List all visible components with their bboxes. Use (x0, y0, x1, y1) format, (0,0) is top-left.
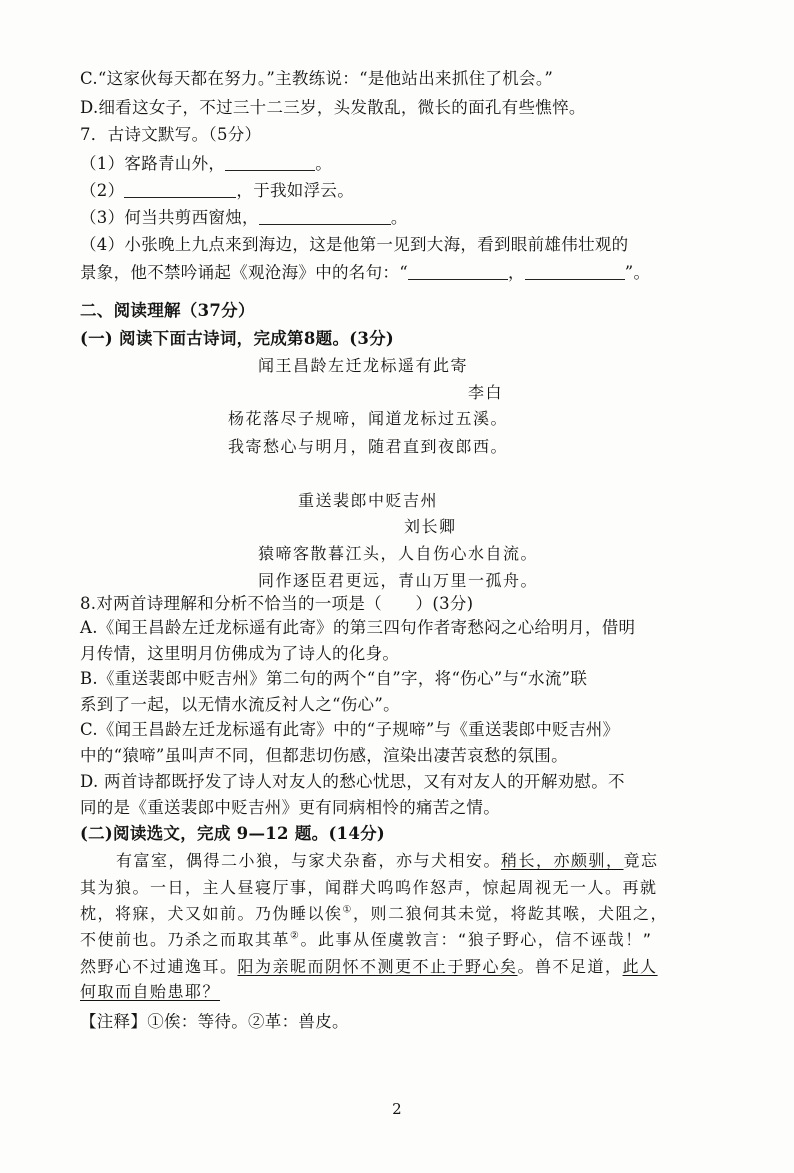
part-2-heading: (二)阅读选文，完成 9—12 题。(14分) (80, 824, 386, 843)
passage-line-3: 枕，将寐，犬又如前。乃伪睡以俟①，则二狼伺其未觉，将龁其喉，犬阻之， (80, 904, 668, 923)
poem2-author: 刘长卿 (404, 517, 457, 536)
answer-blank[interactable] (259, 208, 391, 225)
annotation-label: 【注释】 (80, 1012, 148, 1031)
q7-item-4-line2: 景象，他不禁吟诵起《观沧海》中的名句：“ ， ”。 (80, 263, 651, 282)
passage-line-2: 其为狼。一日，主人昼寝厅事，闻群犬呜呜作怒声，惊起周视无一人。再就 (80, 878, 658, 897)
passage-line-6 (80, 981, 220, 1003)
q8-option-a-line2: 月传情，这里明月仿佛成为了诗人的化身。 (80, 644, 400, 663)
underlined-text: 此人 (622, 957, 658, 976)
passage-line-1: 有富室，偶得二小狼，与家犬杂畜，亦与犬相安。稍长，亦颇驯，竟忘 (116, 851, 659, 870)
poem1-line-2: 我寄愁心与明月，随君直到夜郎西。 (228, 437, 509, 456)
poem2-title: 重送裴郎中贬吉州 (298, 491, 439, 510)
q7-item-4-line1: （4）小张晚上九点来到海边，这是他第一见到大海，看到眼前雄伟壮观的 (80, 235, 629, 254)
answer-blank[interactable] (408, 263, 508, 280)
q8-option-b-line2: 系到了一起，以无情水流反衬人之“伤心”。 (80, 695, 400, 714)
q7-stem: 7．古诗文默写。（5分） (80, 125, 262, 144)
answer-blank[interactable] (225, 154, 315, 171)
q7-item-3: （3）何当共剪西窗烛， 。 (80, 208, 408, 227)
q7-item-2: （2） ，于我如浮云。 (80, 181, 355, 200)
q6-option-d: D.细看这女子，不过三十二三岁，头发散乱，微长的面孔有些憔悴。 (80, 98, 586, 117)
q8-option-a-line1: A.《闻王昌龄左迁龙标遥有此寄》的第三四句作者寄愁闷之心给明月，借明 (80, 618, 636, 637)
page-number: 2 (392, 1100, 402, 1118)
q8-option-d-line1: D. 两首诗都既抒发了诗人对友人的愁心忧思，又有对友人的开解劝慰。不 (80, 772, 625, 791)
q8-stem: 8.对两首诗理解和分析不恰当的一项是（ ）(3分) (80, 594, 474, 613)
annotation-text: ①俟：等待。②革：兽皮。 (147, 1012, 349, 1031)
q8-option-c-line1: C.《闻王昌龄左迁龙标遥有此寄》中的“子规啼”与《重送裴郎中贬吉州》 (80, 720, 620, 739)
poem1-title: 闻王昌龄左迁龙标遥有此寄 (258, 356, 469, 375)
annotation (80, 1011, 349, 1033)
q8-option-c-line2: 中的“猿啼”虽叫声不同，但都悲切伤感，渲染出凄苦哀愁的氛围。 (80, 746, 568, 765)
answer-blank[interactable] (124, 181, 236, 198)
footnote-marker: ① (342, 904, 353, 916)
answer-blank[interactable] (525, 263, 625, 280)
poem2-line-2: 同作逐臣君更远，青山万里一孤舟。 (258, 571, 539, 590)
section-2-heading: 二、阅读理解（37分） (80, 301, 255, 320)
q7-item-1: （1）客路青山外， 。 (80, 154, 333, 173)
underlined-text: 阳为亲昵而阴怀不测更不止于野心矣 (237, 957, 518, 976)
part-1-heading: (一) 阅读下面古诗词，完成第8题。(3分) (80, 329, 395, 348)
q6-option-c: C.“这家伙每天都在努力。”主教练说：“是他站出来抓住了机会。” (80, 69, 554, 88)
q8-option-b-line1: B.《重送裴郎中贬吉州》第二句的两个“自”字，将“伤心”与“水流”联 (80, 669, 588, 688)
poem1-line-1: 杨花落尽子规啼，闻道龙标过五溪。 (228, 409, 509, 428)
underlined-text: 何取而自贻患耶？ (80, 982, 221, 1001)
footnote-marker: ② (290, 930, 301, 942)
passage-line-5: 然野心不过逋逸耳。阳为亲昵而阴怀不测更不止于野心矣。兽不足道，此人 (80, 957, 658, 976)
underlined-text: 稍长，亦颇驯， (501, 851, 624, 870)
poem2-line-1: 猿啼客散暮江头，人自伤心水自流。 (258, 544, 539, 563)
poem1-author: 李白 (468, 383, 504, 402)
passage-line-4: 不使前也。乃杀之而取其革②。此事从侄虞敦言：“狼子野心，信不诬哉！” (80, 930, 653, 949)
q8-option-d-line2: 同的是《重送裴郎中贬吉州》更有同病相怜的痛苦之情。 (80, 798, 500, 817)
